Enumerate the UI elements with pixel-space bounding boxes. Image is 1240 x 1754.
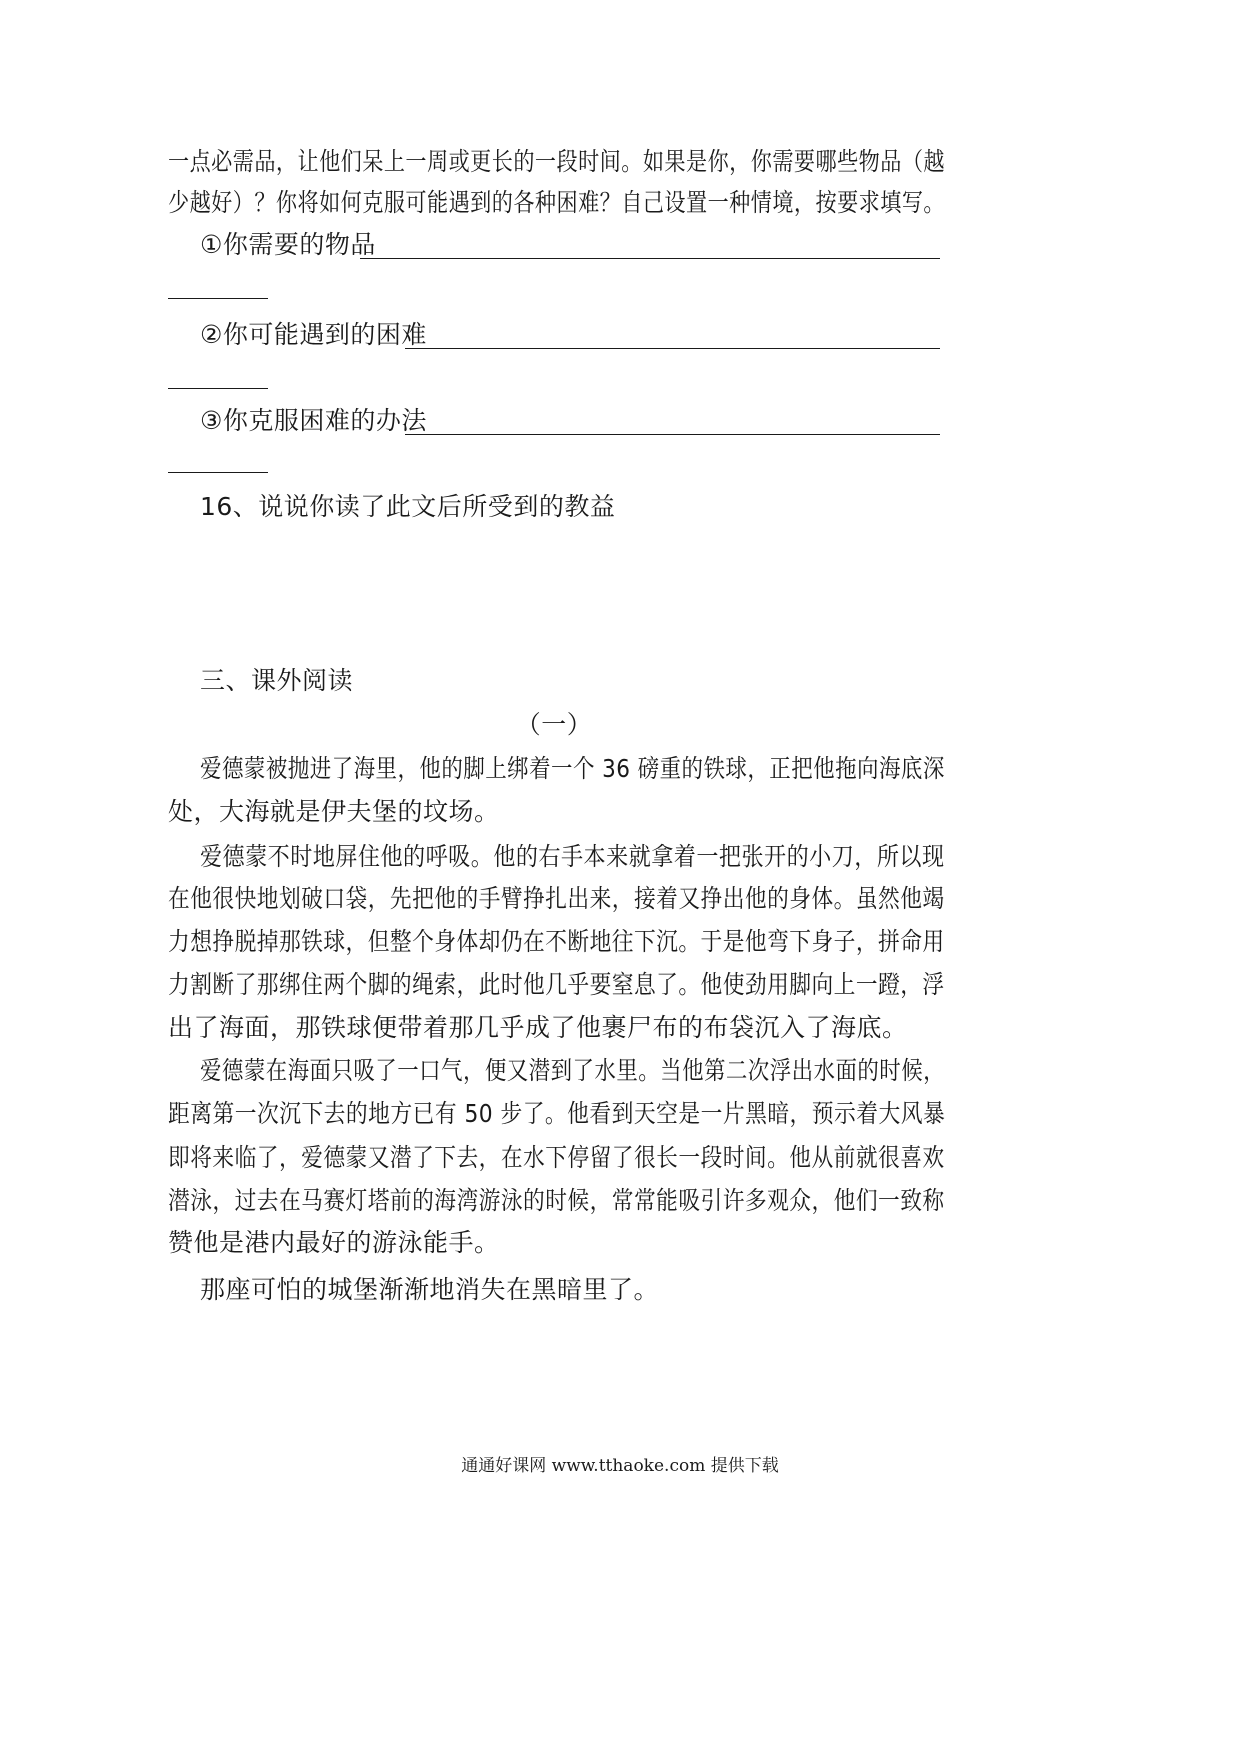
fill-item-1-answer-line[interactable] bbox=[360, 258, 940, 259]
passage-p2-line-1: 爱德蒙不时地屏住他的呼吸。他的右手本来就拿着一把张开的小刀，所以现 bbox=[200, 842, 945, 871]
page-footer: 通通好课网 www.tthaoke.com 提供下载 bbox=[461, 1456, 779, 1476]
fill-item-3-answer-line-cont[interactable] bbox=[168, 472, 268, 473]
fill-item-1-answer-line-cont[interactable] bbox=[168, 298, 268, 299]
passage-p3-line-5: 赞他是港内最好的游泳能手。 bbox=[168, 1228, 500, 1257]
passage-p3-line-1: 爱德蒙在海面只吸了一口气，便又潜到了水里。当他第二次浮出水面的时候， bbox=[200, 1056, 946, 1085]
intro-line-1: 一点必需品，让他们呆上一周或更长的一段时间。如果是你，你需要哪些物品（越 bbox=[168, 147, 946, 176]
intro-line-2: 少越好）？你将如何克服可能遇到的各种困难？自己设置一种情境，按要求填写。 bbox=[168, 188, 946, 217]
passage-p2-line-2: 在他很快地划破口袋，先把他的手臂挣扎出来，接着又挣出他的身体。虽然他竭 bbox=[168, 884, 945, 913]
section-3-heading: 三、课外阅读 bbox=[200, 666, 354, 695]
passage-number: （一） bbox=[515, 710, 593, 739]
passage-p1-line-2: 处，大海就是伊夫堡的坟场。 bbox=[168, 797, 500, 826]
question-16: 16、说说你读了此文后所受到的教益 bbox=[200, 492, 616, 521]
passage-p2-line-3: 力想挣脱掉那铁球，但整个身体却仍在不断地往下沉。于是他弯下身子，拼命用 bbox=[168, 927, 945, 956]
passage-p3-line-2: 距离第一次沉下去的地方已有 50 步了。他看到天空是一片黑暗，预示着大风暴 bbox=[168, 1099, 946, 1128]
passage-p2-line-5: 出了海面，那铁球便带着那几乎成了他裹尸布的布袋沉入了海底。 bbox=[168, 1013, 908, 1042]
fill-item-2-label: ②你可能遇到的困难 bbox=[200, 320, 427, 349]
fill-item-1-label: ①你需要的物品 bbox=[200, 230, 376, 259]
passage-p3-line-3: 即将来临了，爱德蒙又潜了下去，在水下停留了很长一段时间。他从前就很喜欢 bbox=[168, 1143, 945, 1172]
fill-item-2-answer-line-cont[interactable] bbox=[168, 388, 268, 389]
passage-p2-line-4: 力割断了那绑住两个脚的绳索，此时他几乎要窒息了。他使劲用脚向上一蹬，浮 bbox=[168, 970, 945, 999]
passage-p1-line-1: 爱德蒙被抛进了海里，他的脚上绑着一个 36 磅重的铁球，正把他拖向海底深 bbox=[200, 754, 945, 783]
fill-item-2-answer-line[interactable] bbox=[405, 348, 940, 349]
passage-p4-line-1: 那座可怕的城堡渐渐地消失在黑暗里了。 bbox=[200, 1275, 660, 1304]
fill-item-3-answer-line[interactable] bbox=[405, 434, 940, 435]
fill-item-3-label: ③你克服困难的办法 bbox=[200, 406, 427, 435]
passage-p3-line-4: 潜泳，过去在马赛灯塔前的海湾游泳的时候，常常能吸引许多观众，他们一致称 bbox=[168, 1186, 945, 1215]
